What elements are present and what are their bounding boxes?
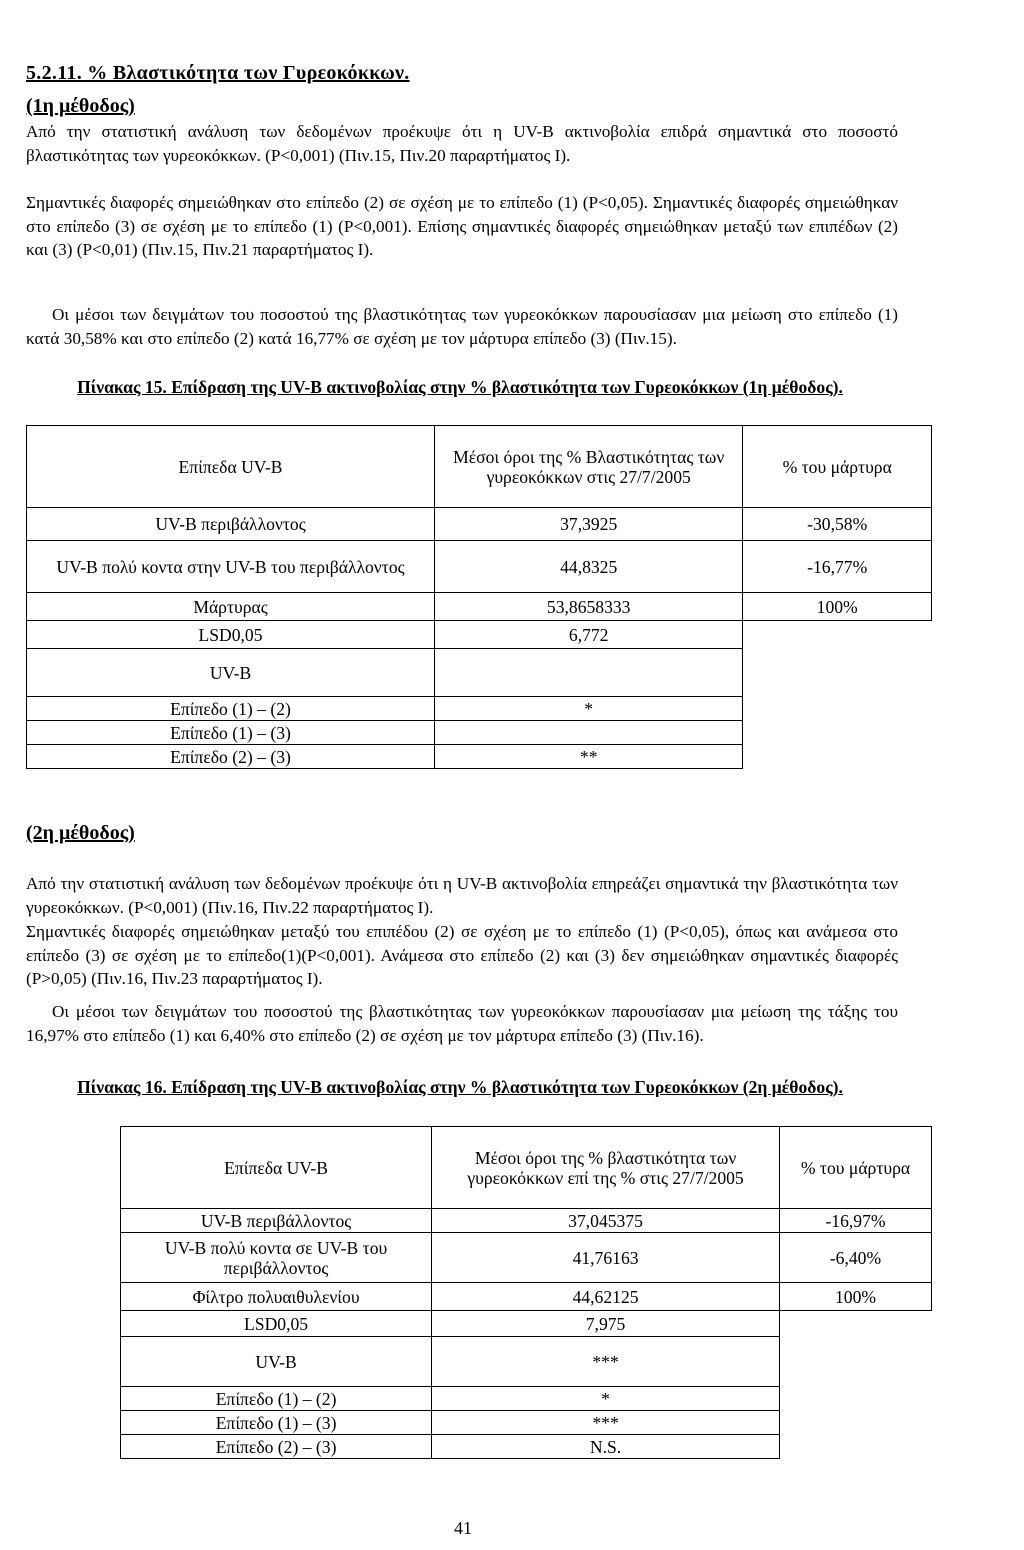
- table-cell: UV-B: [27, 649, 435, 697]
- table-cell: -16,97%: [779, 1209, 931, 1233]
- section-title: 5.2.11. % Βλαστικότητα των Γυρεοκόκκων.: [26, 62, 410, 84]
- lsd-value: 6,772: [435, 621, 743, 649]
- table-row: [121, 1233, 932, 1283]
- header-cell: Επίπεδα UV-B: [121, 1127, 432, 1209]
- header-cell: Επίπεδα UV-B: [27, 426, 435, 508]
- table-cell: -30,58%: [743, 508, 932, 541]
- table-row: [121, 1435, 932, 1459]
- table-header-row: [121, 1127, 932, 1209]
- method1-paragraph-2: Σημαντικές διαφορές σημειώθηκαν στο επίπεδο (2) σε σχέση με το επίπεδο (1) (P<0,05). Σημαντικές διαφορές σημειώθηκαν στο επίπεδο (3) σε σχέση με το επίπεδο (1) (P<0,001). Επίσης σημαντικές διαφορές σημειώθηκαν μεταξύ των επιπέδων (2) και (3) (P<0,01) (Πιν.15, Πιν.21 παραρτήματος Ι).: [26, 193, 898, 259]
- empty-cell: [779, 1387, 931, 1411]
- table15-caption: Πίνακας 15. Επίδραση της UV-B ακτινοβολίας στην % βλαστικότητα των Γυρεοκόκκων (1η μέθοδος).: [77, 377, 843, 397]
- header-cell: Μέσοι όροι της % βλαστικότητα των γυρεοκόκκων επί της % στις 27/7/2005: [432, 1127, 780, 1209]
- table-row: [121, 1337, 932, 1387]
- table-cell: 44,8325: [435, 541, 743, 593]
- method1-paragraph-1: Από την στατιστική ανάλυση των δεδομένων προέκυψε ότι η UV-B ακτινοβολία επιδρά σημαντικά στο ποσοστό βλαστικότητας των γυρεοκόκκων. (P<0,001) (Πιν.15, Πιν.20 παραρτήματος Ι).: [26, 122, 898, 165]
- lsd-label: LSD0,05: [27, 621, 435, 649]
- table-cell: 44,62125: [432, 1283, 780, 1311]
- table-cell: 100%: [743, 593, 932, 621]
- table-cell: [435, 721, 743, 745]
- table-row: [27, 593, 932, 621]
- empty-cell: [743, 745, 932, 769]
- method1-title: (1η μέθοδος): [26, 95, 135, 117]
- table-cell: *: [432, 1387, 780, 1411]
- table-row: [27, 621, 932, 649]
- table-row: [121, 1411, 932, 1435]
- table-cell: UV-B πολύ κοντα σε UV-B του περιβάλλοντος: [121, 1233, 432, 1283]
- header-cell: % του μάρτυρα: [779, 1127, 931, 1209]
- table-header-row: [27, 426, 932, 508]
- empty-cell: [743, 649, 932, 697]
- table-cell: UV-B περιβάλλοντος: [121, 1209, 432, 1233]
- table-row: [121, 1209, 932, 1233]
- table-row: [27, 508, 932, 541]
- table-row: [121, 1311, 932, 1337]
- table-cell: -6,40%: [779, 1233, 931, 1283]
- lsd-value: 7,975: [432, 1311, 780, 1337]
- table-cell: Επίπεδο (2) – (3): [121, 1435, 432, 1459]
- table-cell: UV-B πολύ κοντα στην UV-B του περιβάλλοντος: [27, 541, 435, 593]
- table-cell: [435, 649, 743, 697]
- method2-paragraph-1: Από την στατιστική ανάλυση των δεδομένων προέκυψε ότι η UV-B ακτινοβολία επηρεάζει σημαντικά την βλαστικότητα των γυρεοκόκκων. (P<0,001) (Πιν.16, Πιν.22 παραρτήματος Ι).: [26, 874, 898, 917]
- table-cell: 100%: [779, 1283, 931, 1311]
- method2-title: (2η μέθοδος): [26, 822, 135, 844]
- table-16: [120, 1126, 932, 1459]
- table-cell: Μάρτυρας: [27, 593, 435, 621]
- table-row: [121, 1387, 932, 1411]
- table-row: [27, 649, 932, 697]
- table-cell: Επίπεδο (1) – (2): [27, 697, 435, 721]
- method2-paragraph-2: Σημαντικές διαφορές σημειώθηκαν μεταξύ του επιπέδου (2) σε σχέση με το επίπεδο (1) (P<0,05), όπως και ανάμεσα στο επίπεδο (3) σε σχέση με το επίπεδο(1)(P<0,001). Ανάμεσα στο επίπεδο (2) και (3) δεν σημειώθηκαν σημαντικές διαφορές (P>0,05) (Πιν.16, Πιν.23 παραρτήματος Ι).: [26, 922, 898, 988]
- table-cell: 53,8658333: [435, 593, 743, 621]
- table-cell: UV-B: [121, 1337, 432, 1387]
- empty-cell: [743, 621, 932, 649]
- header-cell: % του μάρτυρα: [743, 426, 932, 508]
- table-cell: Επίπεδο (1) – (3): [121, 1411, 432, 1435]
- header-cell: Μέσοι όροι της % Βλαστικότητας των γυρεοκόκκων στις 27/7/2005: [435, 426, 743, 508]
- empty-cell: [743, 721, 932, 745]
- empty-cell: [779, 1337, 931, 1387]
- table-15: [26, 425, 932, 769]
- empty-cell: [779, 1311, 931, 1337]
- table-row: [121, 1283, 932, 1311]
- page-number: 41: [454, 1518, 472, 1538]
- table-cell: N.S.: [432, 1435, 780, 1459]
- table-cell: Επίπεδο (2) – (3): [27, 745, 435, 769]
- empty-cell: [779, 1411, 931, 1435]
- table-cell: Φίλτρο πολυαιθυλενίου: [121, 1283, 432, 1311]
- empty-cell: [779, 1435, 931, 1459]
- table-cell: *: [435, 697, 743, 721]
- table-cell: UV-B περιβάλλοντος: [27, 508, 435, 541]
- table-cell: 37,3925: [435, 508, 743, 541]
- table-cell: **: [435, 745, 743, 769]
- table-row: [27, 697, 932, 721]
- table-cell: Επίπεδο (1) – (3): [27, 721, 435, 745]
- table-cell: ***: [432, 1337, 780, 1387]
- table-cell: Επίπεδο (1) – (2): [121, 1387, 432, 1411]
- method1-paragraph-3: Οι μέσοι των δειγμάτων του ποσοστού της βλαστικότητας των γυρεοκόκκων παρουσίασαν μια μείωση στο επίπεδο (1) κατά 30,58% και στο επίπεδο (2) κατά 16,77% σε σχέση με τον μάρτυρα επίπεδο (3) (Πιν.15).: [26, 305, 898, 348]
- table-cell: 41,76163: [432, 1233, 780, 1283]
- table-row: [27, 541, 932, 593]
- table-cell: 37,045375: [432, 1209, 780, 1233]
- method2-paragraph-3: Οι μέσοι των δειγμάτων του ποσοστού της βλαστικότητας των γυρεοκόκκων παρουσίασαν μια μείωση της τάξης του 16,97% στο επίπεδο (1) και 6,40% στο επίπεδο (2) σε σχέση με τον μάρτυρα επίπεδο (3) (Πιν.16).: [26, 1002, 898, 1045]
- table16-caption: Πίνακας 16. Επίδραση της UV-B ακτινοβολίας στην % βλαστικότητα των Γυρεοκόκκων (2η μέθοδος).: [77, 1077, 843, 1097]
- lsd-label: LSD0,05: [121, 1311, 432, 1337]
- table-row: [27, 721, 932, 745]
- table-row: [27, 745, 932, 769]
- table-cell: ***: [432, 1411, 780, 1435]
- empty-cell: [743, 697, 932, 721]
- table-cell: -16,77%: [743, 541, 932, 593]
